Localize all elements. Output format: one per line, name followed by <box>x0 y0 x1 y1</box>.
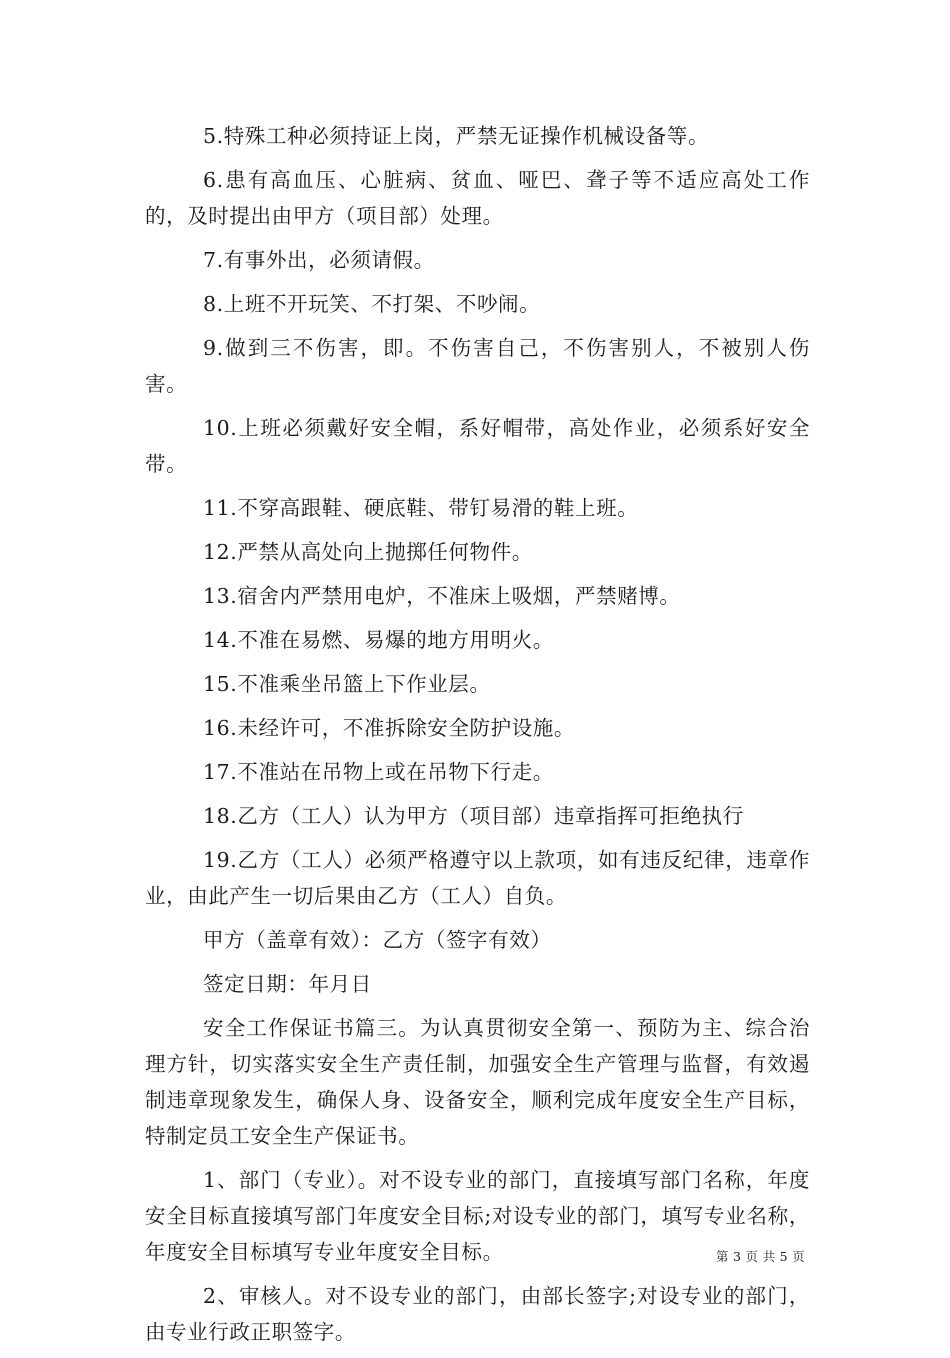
paragraph: 15.不准乘坐吊篮上下作业层。 <box>203 672 491 696</box>
page-number: 第 3 页 共 5 页 <box>715 1249 805 1264</box>
paragraph: 12.严禁从高处向上抛掷任何物件。 <box>203 540 533 564</box>
document-body <box>145 118 810 1358</box>
paragraph: 6.患有高血压、心脏病、贫血、哑巴、聋子等不适应高处工作的，及时提出由甲方（项目部）处理。 <box>145 168 810 228</box>
paragraph: 9.做到三不伤害，即。不伤害自己，不伤害别人，不被别人伤害。 <box>145 336 810 396</box>
paragraph: 16.未经许可，不准拆除安全防护设施。 <box>203 716 576 740</box>
paragraph: 2、审核人。对不设专业的部门，由部长签字;对设专业的部门，由专业行政正职签字。 <box>145 1284 810 1344</box>
paragraph: 19.乙方（工人）必须严格遵守以上款项，如有违反纪律，违章作业，由此产生一切后果由乙方（工人）自负。 <box>145 848 810 908</box>
paragraph: 14.不准在易燃、易爆的地方用明火。 <box>203 628 554 652</box>
signing-date-line: 签定日期：年月日 <box>203 972 372 996</box>
paragraph: 5.特殊工种必须持证上岗，严禁无证操作机械设备等。 <box>203 124 710 148</box>
paragraph: 10.上班必须戴好安全帽，系好帽带，高处作业，必须系好安全带。 <box>145 416 810 476</box>
paragraph: 17.不准站在吊物上或在吊物下行走。 <box>203 760 554 784</box>
paragraph: 1、部门（专业）。对不设专业的部门，直接填写部门名称，年度安全目标直接填写部门年度安全目标;对设专业的部门，填写专业名称，年度安全目标填写专业年度安全目标。 <box>145 1168 810 1264</box>
paragraph: 11.不穿高跟鞋、硬底鞋、带钉易滑的鞋上班。 <box>203 496 639 520</box>
paragraph: 安全工作保证书篇三。为认真贯彻安全第一、预防为主、综合治理方针，切实落实安全生产责任制，加强安全生产管理与监督，有效遏制违章现象发生，确保人身、设备安全，顺利完成年度安全生产目标，特制定员工安全生产保证书。 <box>145 1016 810 1148</box>
paragraph: 7.有事外出，必须请假。 <box>203 248 435 272</box>
paragraph: 8.上班不开玩笑、不打架、不吵闹。 <box>203 292 541 316</box>
paragraph: 13.宿舍内严禁用电炉，不准床上吸烟，严禁赌博。 <box>203 584 681 608</box>
paragraph: 18.乙方（工人）认为甲方（项目部）违章指挥可拒绝执行 <box>203 804 744 828</box>
signature-line: 甲方（盖章有效）：乙方（签字有效） <box>203 928 552 952</box>
